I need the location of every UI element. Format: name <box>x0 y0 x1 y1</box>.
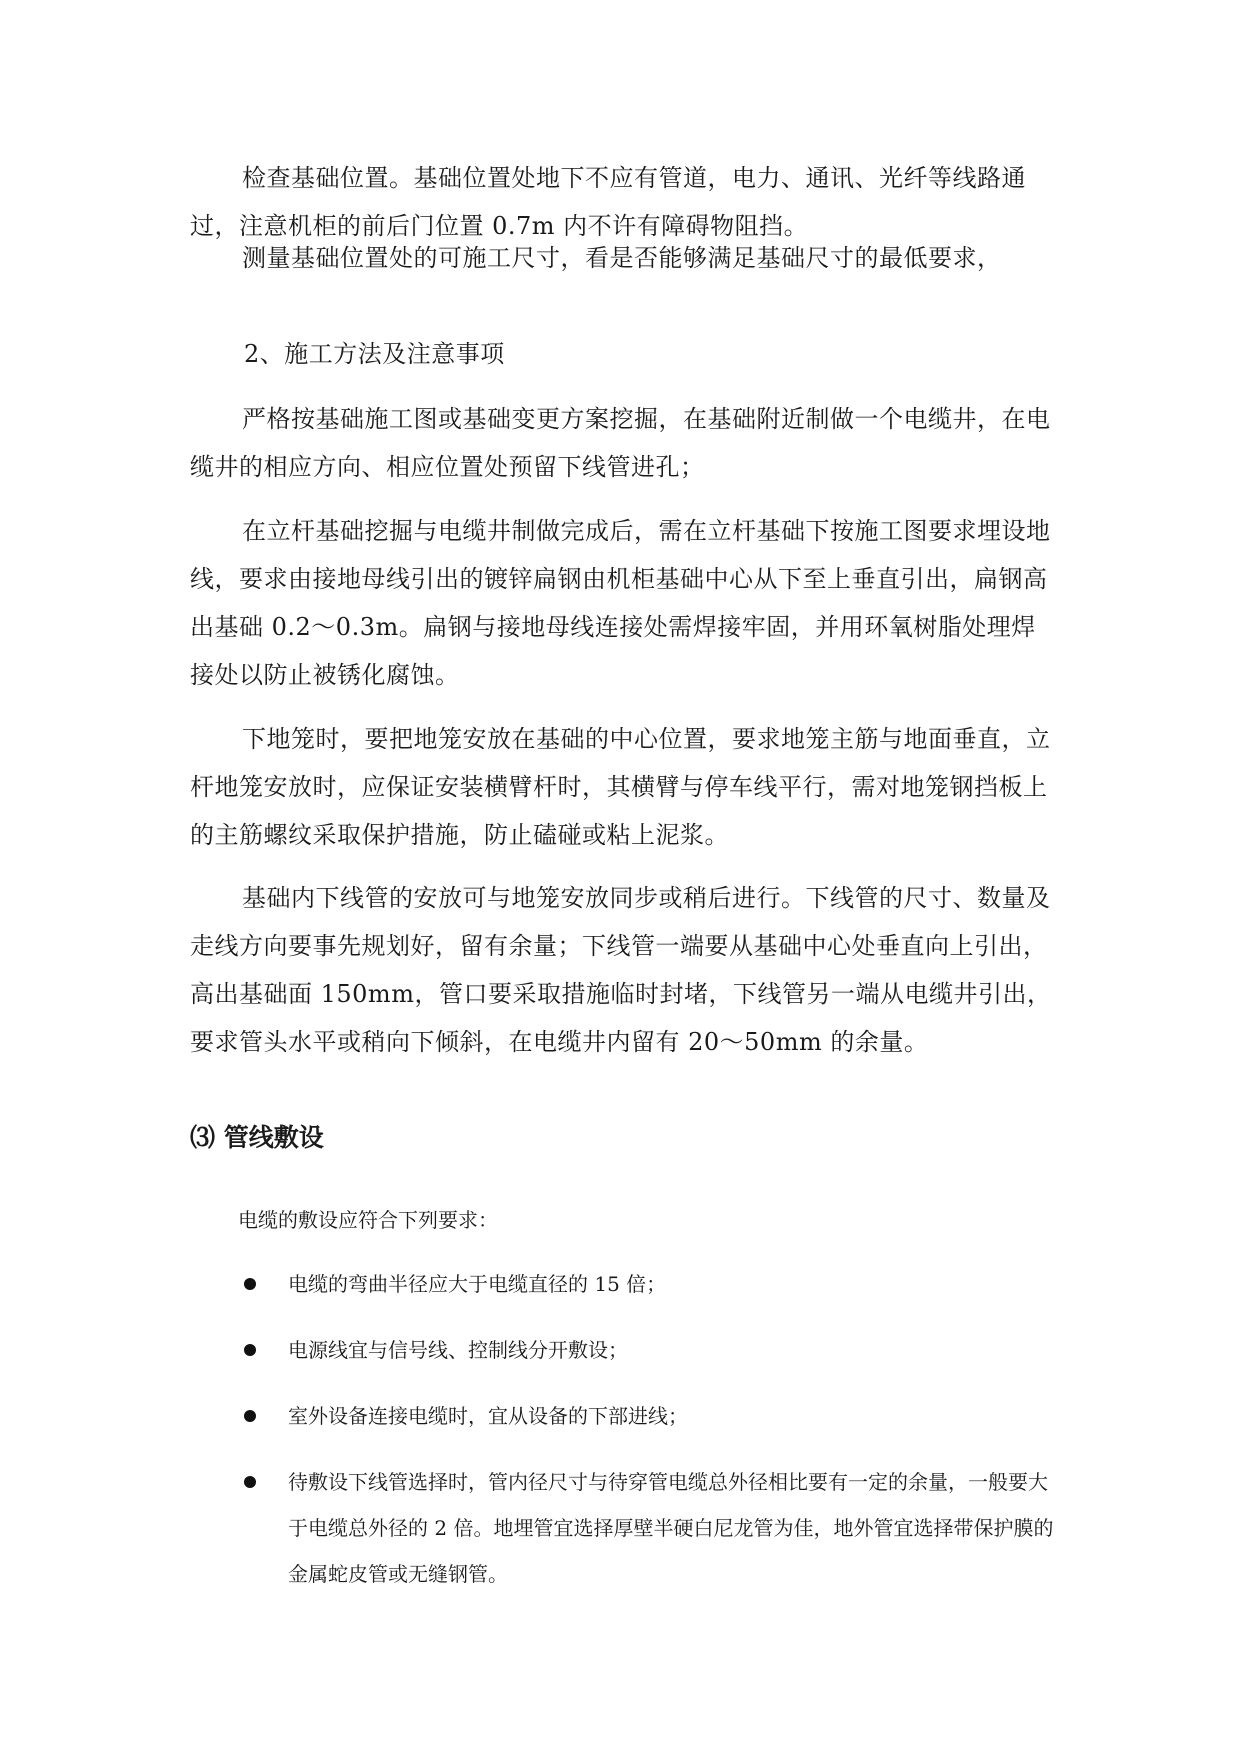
bullet-dot-icon <box>244 1278 256 1290</box>
bullet-text: 电缆的弯曲半径应大于电缆直径的 15 倍； <box>288 1272 667 1296</box>
paragraph-cage: 下地笼时，要把地笼安放在基础的中心位置，要求地笼主筋与地面垂直，立杆地笼安放时，应保证安装横臂杆时，其横臂与停车线平行，需对地笼钢挡板上的主筋螺纹采取保护措施，防止磕碰或粘上泥浆。 <box>190 725 1051 849</box>
subheading-construction-method: 2、施工方法及注意事项 <box>244 340 505 368</box>
bullet-text: 待敷设下线管选择时，管内径尺寸与待穿管电缆总外径相比要有一定的余量，一般要大于电缆总外径的 2 倍。地埋管宜选择厚壁半硬白尼龙管为佳，地外管宜选择带保护膜的金属蛇皮管或无缝钢管。 <box>288 1470 1054 1586</box>
section-heading-pipeline: ⑶ 管线敷设 <box>190 1123 324 1152</box>
bullet-dot-icon <box>244 1344 256 1356</box>
bullet-dot-icon <box>244 1476 256 1488</box>
bullet-text: 室外设备连接电缆时，宜从设备的下部进线； <box>288 1404 688 1428</box>
section-intro: 电缆的敷设应符合下列要求： <box>238 1208 498 1232</box>
paragraph-grounding: 在立杆基础挖掘与电缆井制做完成后，需在立杆基础下按施工图要求埋设地线，要求由接地母线引出的镀锌扁钢由机柜基础中心从下至上垂直引出，扁钢高出基础 0.2～0.3m。扁钢与接地母线连接处需焊接牢固，并用环氧树脂处理焊接处以防止被锈化腐蚀。 <box>190 517 1051 689</box>
bullet-text: 电源线宜与信号线、控制线分开敷设； <box>288 1338 628 1362</box>
paragraph-excavation: 严格按基础施工图或基础变更方案挖掘，在基础附近制做一个电缆井，在电缆井的相应方向、相应位置处预留下线管进孔； <box>190 405 1051 481</box>
paragraph-check-foundation: 检查基础位置。基础位置处地下不应有管道，电力、通讯、光纤等线路通过，注意机柜的前后门位置 0.7m 内不许有障碍物阻挡。 <box>190 164 1026 240</box>
paragraph-measure-size: 测量基础位置处的可施工尺寸，看是否能够满足基础尺寸的最低要求， <box>242 244 1002 272</box>
bullet-dot-icon <box>244 1410 256 1422</box>
paragraph-conduit: 基础内下线管的安放可与地笼安放同步或稍后进行。下线管的尺寸、数量及走线方向要事先规划好，留有余量；下线管一端要从基础中心处垂直向上引出，高出基础面 150mm，管口要采取措施临时封堵，下线管另一端从电缆井引出，要求管头水平或稍向下倾斜，在电缆井内留有 20～50mm 的余量。 <box>190 884 1052 1056</box>
